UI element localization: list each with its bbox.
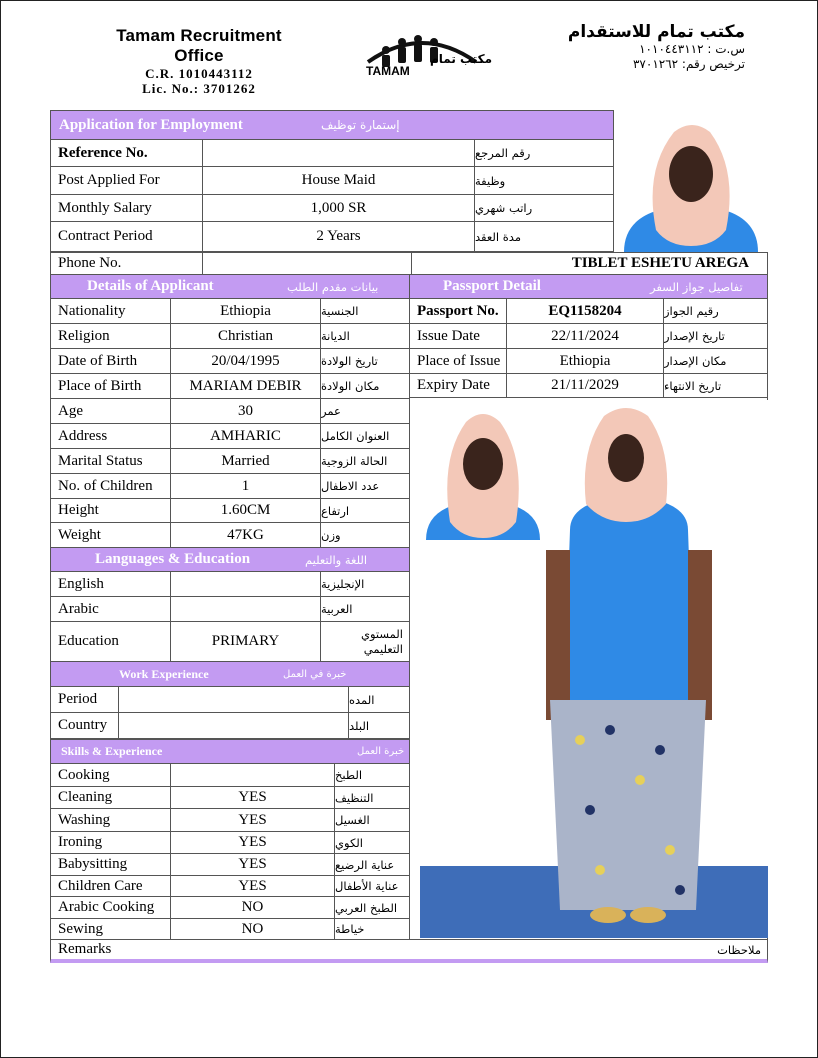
row-label-ar: رقيم الجواز [663,298,768,324]
applicant-full-body-photo [420,400,768,938]
row-label-ar: الإنجليزية [320,571,410,597]
row-value: NO [170,896,335,919]
letterhead-english [94,26,304,96]
row-value: YES [170,875,335,897]
row-label-ar: عناية الرضيع [334,853,410,876]
details-title-ar: بيانات مقدم الطلب [287,279,379,294]
row-value: NO [170,918,335,940]
row-label: Cleaning [50,786,171,809]
row-label: Period [50,686,119,713]
row-value: Ethiopia [170,298,321,324]
row-label: Arabic [50,596,171,622]
languages-title-ar: اللغة والتعليم [305,552,368,567]
applicant-name: TIBLET ESHETU AREGA [411,252,768,275]
application-header [50,110,614,140]
work-title-ar: خبرة في العمل [283,668,347,680]
row-label-ar: تاريخ الانتهاء [663,373,768,398]
row-label-ar: عدد الاطفال [320,473,410,499]
details-header [50,274,410,299]
row-value: 2 Years [202,221,475,252]
row-label: English [50,571,171,597]
row-label: Babysitting [50,853,171,876]
cr-number-en: C.R. 1010443112 [145,66,253,81]
work-title-en: Work Experience [119,666,209,681]
row-label: Arabic Cooking [50,896,171,919]
row-value: 47KG [170,522,321,548]
logo-text-ar: مكتب تمام [430,52,493,66]
applicant-face-photo [614,110,768,252]
row-label-ar: الطبخ العربي [334,896,410,919]
row-label: Place of Birth [50,373,171,399]
cr-number-ar: س.ت : ١٠١٠٤٤٣١١٢ [639,42,745,56]
row-value: Christian [170,323,321,349]
languages-title-en: Languages & Education [95,551,251,567]
row-label-ar: الغسيل [334,808,410,832]
application-title-en: Application for Employment [59,116,243,133]
passport-title-ar: تفاصيل جواز السفر [650,279,743,294]
remarks-label-ar: ملاحظات [717,942,761,957]
row-label: Nationality [50,298,171,324]
row-value [118,686,349,713]
license-number-en: Lic. No.: 3701262 [142,81,256,96]
row-label: Religion [50,323,171,349]
row-label: Place of Issue [409,348,507,374]
phone-value [202,252,412,275]
row-label: No. of Children [50,473,171,499]
row-label: Issue Date [409,323,507,349]
row-label-ar: تاريخ الولادة [320,348,410,374]
row-label: Sewing [50,918,171,940]
row-label: Weight [50,522,171,548]
phone-label: Phone No. [50,252,203,275]
row-value: Ethiopia [506,348,664,374]
row-value: 1 [170,473,321,499]
row-value: Married [170,448,321,474]
row-label-ar: الديانة [320,323,410,349]
row-label-ar: رقم المرجع [474,139,614,167]
remarks-row [50,939,768,963]
row-label: Education [50,621,171,662]
row-label: Monthly Salary [50,194,203,222]
row-label: Marital Status [50,448,171,474]
row-value: 1,000 SR [202,194,475,222]
letterhead-arabic [530,22,745,72]
row-value [170,571,321,597]
row-label-ar: الكوي [334,831,410,854]
skills-title-en: Skills & Experience [61,744,163,758]
row-value [202,139,475,167]
row-label-ar: تاريخ الإصدار [663,323,768,349]
row-value: PRIMARY [170,621,321,662]
row-label-ar: التنظيف [334,786,410,809]
row-value: YES [170,808,335,832]
row-label-ar: المده [348,686,410,713]
passport-header [409,274,768,299]
row-value: 20/04/1995 [170,348,321,374]
details-title-en: Details of Applicant [87,278,214,294]
row-value [170,596,321,622]
skills-header [50,739,410,764]
application-title-ar: إستمارة توظيف [321,118,400,132]
row-value: 22/11/2024 [506,323,664,349]
row-value: YES [170,831,335,854]
skills-title-ar: خبرة العمل [357,746,405,757]
row-label: Height [50,498,171,523]
row-label: Washing [50,808,171,832]
remarks-label: Remarks [58,941,112,957]
row-label: Post Applied For [50,166,203,195]
row-label: Ironing [50,831,171,854]
row-label-ar: وزن [320,522,410,548]
company-name-en: Tamam Recruitment Office [116,26,282,65]
row-label: Passport No. [409,298,507,324]
row-label-ar: الحالة الزوجية [320,448,410,474]
row-label-ar: خياطة [334,918,410,940]
row-label: Date of Birth [50,348,171,374]
row-value: 21/11/2029 [506,373,664,398]
row-label-ar: المستوي التعليمي [320,621,410,662]
row-label: Age [50,398,171,424]
row-value: YES [170,853,335,876]
company-name-ar: مكتب تمام للاستقدام [567,22,745,42]
row-label: Contract Period [50,221,203,252]
row-value: EQ1158204 [506,298,664,324]
row-value [170,763,335,787]
row-label-ar: راتب شهري [474,194,614,222]
row-label: Country [50,712,119,739]
row-label: Expiry Date [409,373,507,398]
license-number-ar: ترخيص رقم: ٣٧٠١٢٦٢ [632,57,745,71]
passport-title-en: Passport Detail [443,278,541,294]
row-value [118,712,349,739]
row-label-ar: وظيفة [474,166,614,195]
row-value: MARIAM DEBIR [170,373,321,399]
row-label: Reference No. [50,139,203,167]
row-label-ar: مكان الولادة [320,373,410,399]
row-label-ar: العربية [320,596,410,622]
row-value: House Maid [202,166,475,195]
languages-header [50,547,410,572]
row-value: YES [170,786,335,809]
row-value: AMHARIC [170,423,321,449]
row-label: Address [50,423,171,449]
row-label-ar: الطبخ [334,763,410,787]
row-label-ar: عمر [320,398,410,424]
row-value: 30 [170,398,321,424]
row-label-ar: العنوان الكامل [320,423,410,449]
row-label-ar: مدة العقد [474,221,614,252]
row-value: 1.60CM [170,498,321,523]
work-header [50,661,410,687]
row-label: Children Care [50,875,171,897]
row-label-ar: البلد [348,712,410,739]
row-label-ar: الجنسية [320,298,410,324]
row-label-ar: ارتفاع [320,498,410,523]
row-label-ar: مكان الإصدار [663,348,768,374]
row-label-ar: عناية الأطفال [334,875,410,897]
logo-text: TAMAM [366,64,410,78]
row-label: Cooking [50,763,171,787]
